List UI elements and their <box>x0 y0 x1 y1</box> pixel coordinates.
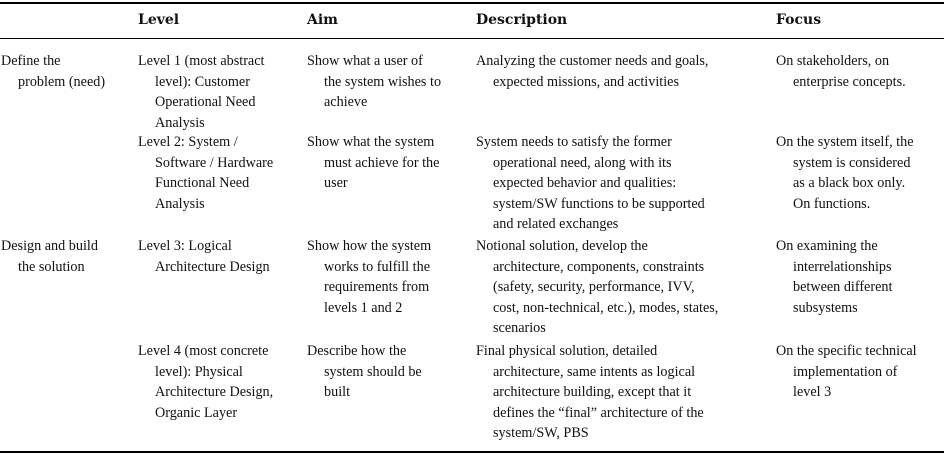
cell-line: On stakeholders, on <box>776 53 890 69</box>
aim-cell <box>307 132 472 194</box>
cell-line: level): Customer <box>155 73 250 90</box>
cell-line: as a black box only. <box>793 175 906 191</box>
focus-cell <box>776 341 944 403</box>
description-cell <box>476 51 771 92</box>
cell-line: the solution <box>18 258 85 275</box>
cell-line: Operational Need <box>155 94 256 110</box>
phase-cell <box>1 236 135 277</box>
top-rule <box>0 2 944 4</box>
description-cell <box>476 236 771 339</box>
cell-line: System needs to satisfy the former <box>476 134 672 150</box>
description-cell <box>476 341 771 444</box>
header-rule <box>0 38 944 39</box>
cell-line: levels 1 and 2 <box>324 299 403 316</box>
focus-cell <box>776 51 944 92</box>
description-cell <box>476 132 771 235</box>
cell-line: defines the “final” architecture of the <box>493 404 704 421</box>
header-focus: Focus <box>776 12 822 28</box>
cell-line: Analyzing the customer needs and goals, <box>476 53 709 69</box>
cell-line: expected missions, and activities <box>493 73 679 90</box>
cell-line: the system wishes to <box>324 73 442 90</box>
cell-line: Analysis <box>155 114 205 131</box>
cell-line: Define the <box>1 53 61 69</box>
cell-line: between different <box>793 279 893 295</box>
bottom-rule <box>0 451 944 453</box>
cell-line: On functions. <box>793 195 871 212</box>
cell-line: Level 4 (most concrete <box>138 343 269 359</box>
header-description: Description <box>476 12 568 28</box>
cell-line: and related exchanges <box>493 216 619 232</box>
focus-cell <box>776 132 944 214</box>
cell-line: Show what a user of <box>307 53 423 69</box>
cell-line: works to fulfill the <box>324 258 430 275</box>
cell-line: expected behavior and qualities: <box>493 175 677 191</box>
level-cell <box>138 236 303 277</box>
cell-line: must achieve for the <box>324 154 440 171</box>
cell-line: architecture, components, constraints <box>493 258 705 275</box>
header-aim: Aim <box>307 12 338 28</box>
cell-line: interrelationships <box>793 258 892 275</box>
focus-cell <box>776 236 944 318</box>
cell-line: system/SW functions to be supported <box>493 195 705 212</box>
cell-line: Organic Layer <box>155 404 238 421</box>
cell-line: problem (need) <box>18 73 106 90</box>
aim-cell <box>307 341 472 403</box>
cell-line: Show what the system <box>307 134 435 150</box>
cell-line: system/SW, PBS <box>493 425 589 441</box>
cell-line: requirements from <box>324 279 430 295</box>
cell-line: scenarios <box>493 320 546 336</box>
cell-line: enterprise concepts. <box>793 73 906 90</box>
level-cell <box>138 51 303 133</box>
cell-line: Architecture Design, <box>155 384 274 400</box>
cell-line: Software / Hardware <box>155 154 274 171</box>
cell-line: Level 1 (most abstract <box>138 53 265 69</box>
cell-line: level 3 <box>793 384 832 400</box>
cell-line: system is considered <box>793 154 911 171</box>
cell-line: cost, non-technical, etc.), modes, states, <box>493 299 719 316</box>
cell-line: Functional Need <box>155 175 250 191</box>
cell-line: Show how the system <box>307 238 432 254</box>
cell-line: achieve <box>324 94 368 110</box>
level-cell <box>138 132 303 214</box>
cell-line: Level 3: Logical <box>138 238 232 254</box>
aim-cell <box>307 236 472 318</box>
cell-line: architecture building, except that it <box>493 384 692 400</box>
cell-line: On the system itself, the <box>776 134 914 150</box>
cell-line: Architecture Design <box>155 258 270 275</box>
cell-line: built <box>324 384 351 400</box>
cell-line: implementation of <box>793 363 898 380</box>
cell-line: On examining the <box>776 238 878 254</box>
cell-line: (safety, security, performance, IVV, <box>493 279 695 295</box>
cell-line: Notional solution, develop the <box>476 238 648 254</box>
cell-line: operational need, along with its <box>493 154 672 171</box>
cell-line: Describe how the <box>307 343 407 359</box>
cell-line: user <box>324 175 348 191</box>
cell-line: subsystems <box>793 299 858 316</box>
aim-cell <box>307 51 472 113</box>
header-level: Level <box>138 12 180 28</box>
cell-line: architecture, same intents as logical <box>493 363 696 380</box>
cell-line: Design and build <box>1 238 98 254</box>
phase-cell <box>1 51 135 92</box>
level-cell <box>138 341 303 423</box>
cell-line: Analysis <box>155 195 205 212</box>
cell-line: On the specific technical <box>776 343 917 359</box>
cell-line: level): Physical <box>155 363 243 380</box>
cell-line: Final physical solution, detailed <box>476 343 658 359</box>
cell-line: Level 2: System / <box>138 134 238 150</box>
cell-line: system should be <box>324 363 422 380</box>
